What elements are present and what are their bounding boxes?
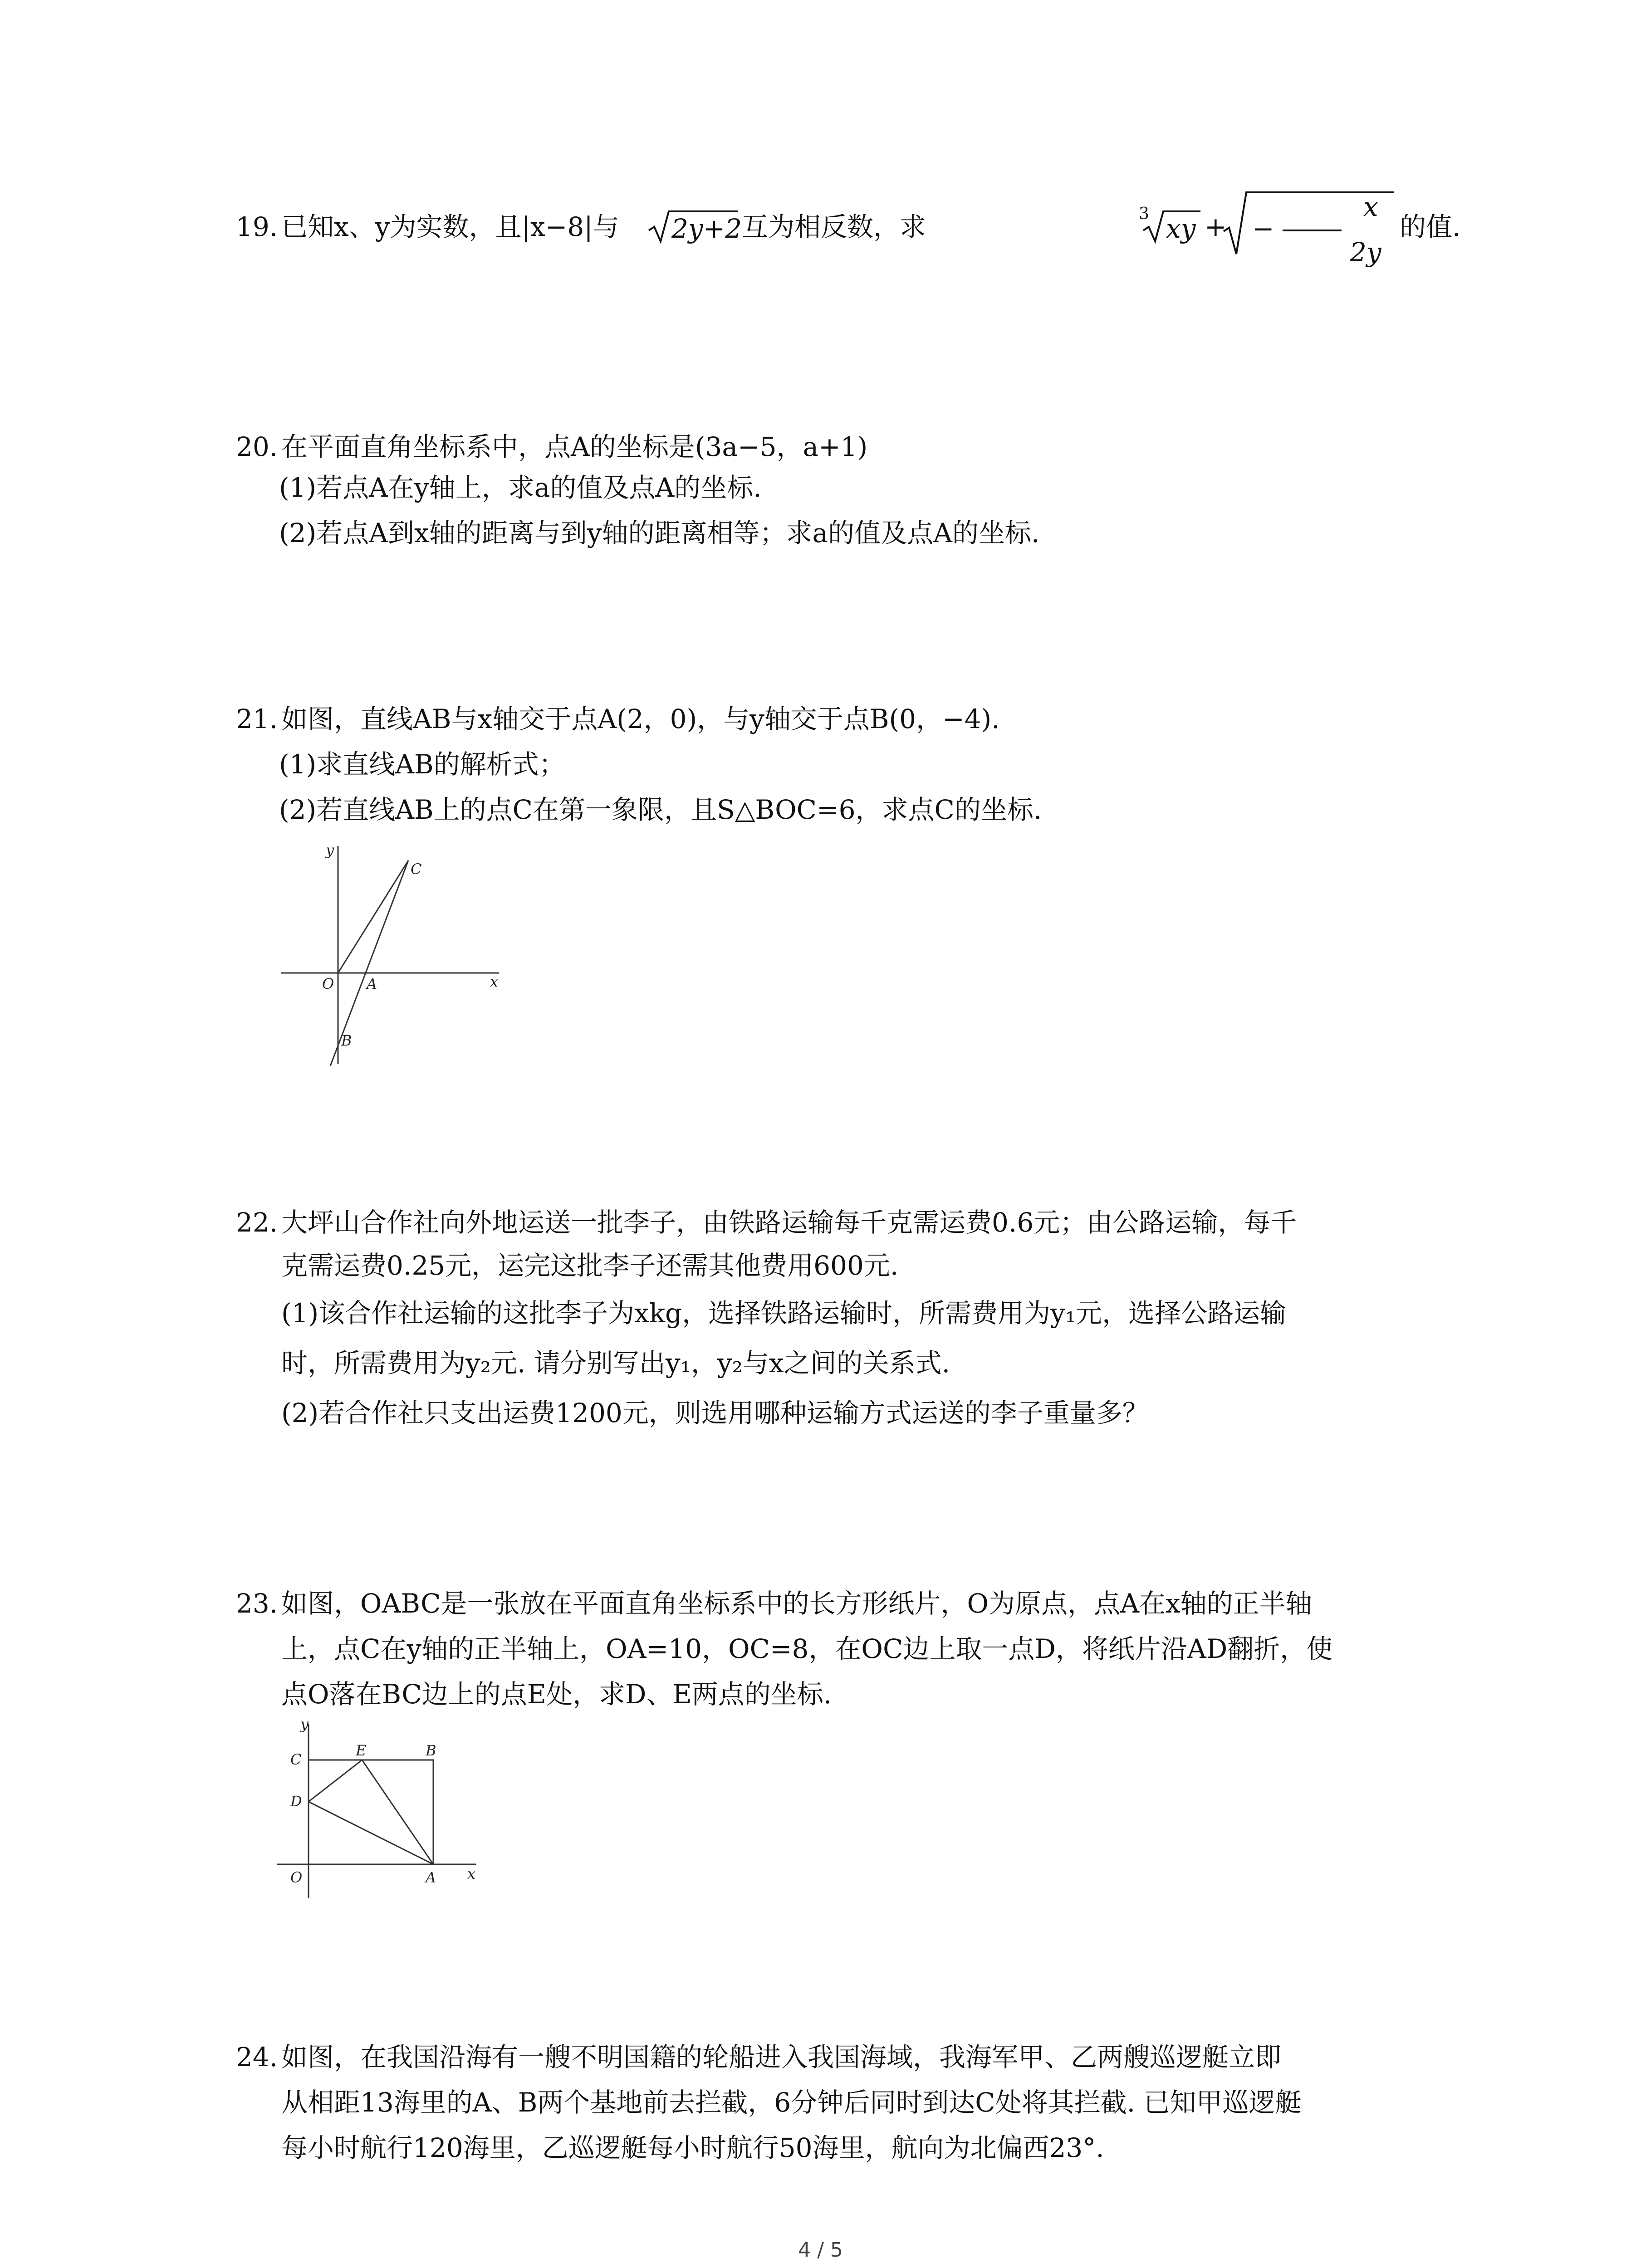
question-22-text-1: 大坪山合作社向外地运送一批李子，由铁路运输每千克需运费0.6元；由公路运输，每千 (281, 1207, 1297, 1238)
question-19-tail: 的值. (1400, 211, 1461, 242)
point-B-label: B (426, 1742, 436, 1759)
question-number: 22. (236, 1207, 278, 1238)
y-axis-label: y (300, 1716, 309, 1733)
question-23-text-2: 上，点C在y轴的正半轴上，OA=10，OC=8，在OC边上取一点D，将纸片沿AD翻折，使 (281, 1633, 1333, 1664)
question-23-text-1: 如图，OABC是一张放在平面直角坐标系中的长方形纸片，O为原点，点A在x轴的正半轴 (281, 1588, 1312, 1619)
page-number: 4 / 5 (798, 2239, 843, 2262)
point-C-label: C (290, 1751, 302, 1768)
point-O-label: O (322, 975, 334, 992)
question-22-part-1a: (1)该合作社运输的这批李子为xkg，选择铁路运输时，所需费用为y₁元，选择公路运输 (281, 1298, 1287, 1329)
question-24-text-2: 从相距13海里的A、B两个基地前去拦截，6分钟后同时到达C处将其拦截. 已知甲巡逻艇 (281, 2087, 1302, 2118)
question-22-part-2: (2)若合作社只支出运费1200元，则选用哪种运输方式运送的李子重量多？ (281, 1398, 1149, 1428)
question-20-part-2: (2)若点A到x轴的距离与到y轴的距离相等；求a的值及点A的坐标. (279, 518, 1040, 548)
question-24-text-3: 每小时航行120海里，乙巡逻艇每小时航行50海里，航向为北偏西23°. (281, 2132, 1104, 2163)
question-22-text-2: 克需运费0.25元，运完这批李子还需其他费用600元. (281, 1250, 899, 1281)
figure-23-rectangle-fold (272, 1715, 490, 1905)
question-20-text: 在平面直角坐标系中，点A的坐标是(3a−5，a+1) (281, 431, 868, 462)
point-D-label: D (290, 1793, 302, 1810)
question-20-part-1: (1)若点A在y轴上，求a的值及点A的坐标. (279, 472, 762, 503)
figure-21-line-graph (272, 837, 508, 1073)
question-number: 24. (236, 2042, 278, 2072)
question-24-text-1: 如图，在我国沿海有一艘不明国籍的轮船进入我国海域，我海军甲、乙两艘巡逻艇立即 (281, 2042, 1282, 2072)
question-21-part-1: (1)求直线AB的解析式； (279, 749, 565, 780)
question-21-text: 如图，直线AB与x轴交于点A(2，0)，与y轴交于点B(0，−4). (281, 704, 1000, 734)
fraction-numerator: x (1363, 191, 1378, 222)
point-B-label: B (341, 1032, 352, 1049)
plus-sign: + (1205, 211, 1227, 242)
x-axis-label: x (467, 1865, 476, 1882)
point-A-label: A (367, 975, 377, 992)
radicand-1: 2y+2 (671, 213, 742, 244)
question-number: 21. (236, 704, 278, 734)
point-C-label: C (411, 860, 422, 878)
minus-sign: − (1252, 213, 1274, 244)
fraction-denominator: 2y (1350, 237, 1381, 268)
x-axis-label: x (490, 973, 499, 990)
question-number: 20. (236, 431, 278, 462)
cube-root-index: 3 (1139, 205, 1149, 223)
question-19-mid: 互为相反数，求 (742, 211, 926, 242)
question-23-text-3: 点O落在BC边上的点E处，求D、E两点的坐标. (281, 1679, 832, 1710)
question-19-lead: 已知x、y为实数，且|x−8|与 (281, 211, 619, 242)
question-number: 23. (236, 1588, 278, 1619)
question-21-part-2: (2)若直线AB上的点C在第一象限，且S△BOC=6，求点C的坐标. (279, 794, 1042, 825)
question-22-part-1b: 时，所需费用为y₂元. 请分别写出y₁，y₂与x之间的关系式. (281, 1348, 950, 1378)
point-E-label: E (356, 1742, 367, 1759)
point-A-label: A (426, 1869, 436, 1886)
y-axis-label: y (326, 841, 334, 859)
point-O-label: O (290, 1869, 303, 1886)
question-number: 19. (236, 211, 278, 242)
radicand-2: xy (1166, 213, 1196, 244)
